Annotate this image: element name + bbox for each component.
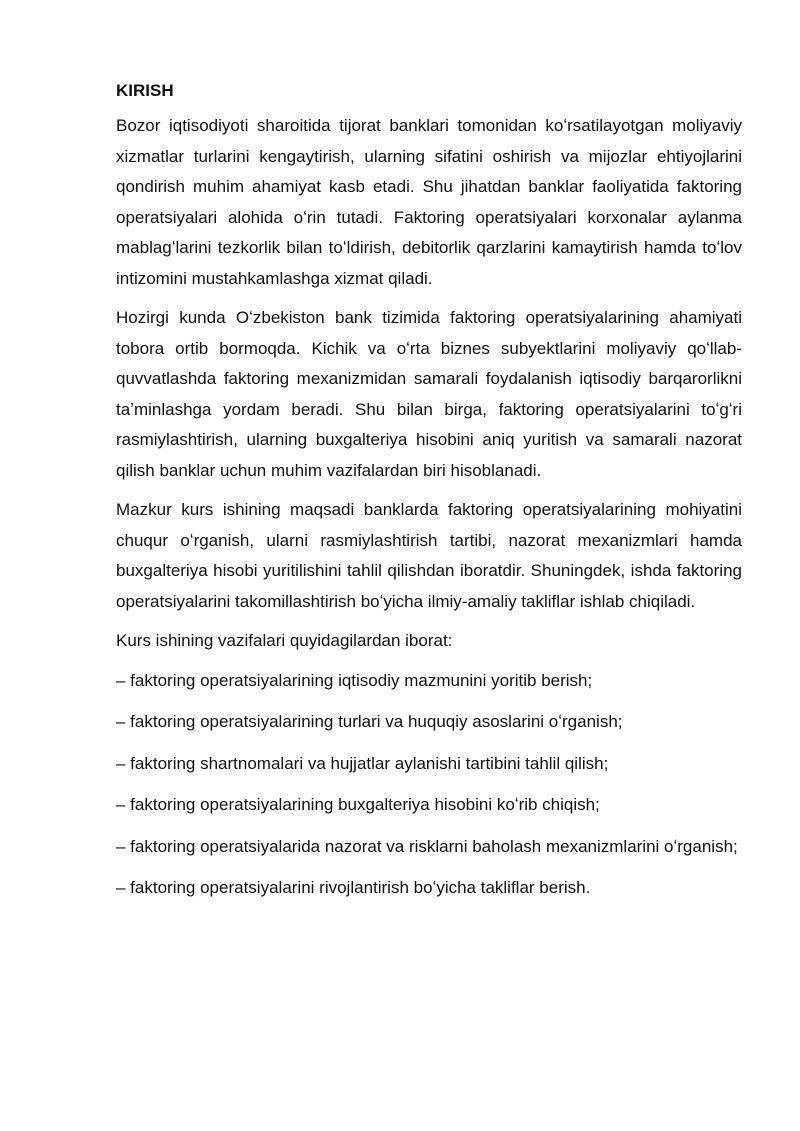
paragraph-intro: Bozor iqtisodiyoti sharoitida tijorat banklari tomonidan koʻrsatilayotgan moliyaviy xizmatlar turlarini kengaytirish, ularning sifatini oshirish va mijozlar ehtiyojlarini qondirish muhim ahamiyat kasb etadi. Shu jihatdan banklar faoliyatida faktoring operatsiyalari alohida oʻrin tutadi. Faktoring operatsiyalari korxonalar aylanma mablagʻlarini tezkorlik bilan toʻldirish, debitorlik qarzlarini kamaytirish hamda toʻlov intizomini mustahkamlashga xizmat qiladi. bbox=[116, 116, 742, 288]
task-item: – faktoring operatsiyalarini rivojlantirish boʻyicha takliflar berish. bbox=[116, 878, 591, 897]
document-page bbox=[116, 76, 742, 915]
paragraph-goal: Mazkur kurs ishining maqsadi banklarda faktoring operatsiyalarining mohiyatini chuqur oʻrganish, ularni rasmiylashtirish tartibi, nazorat mexanizmlari hamda buxgalteriya hisobi yuritilishini tahlil qilishdan iboratdir. Shuningdek, ishda faktoring operatsiyalarini takomillashtirish boʻyicha ilmiy-amaliy takliflar ishlab chiqiladi. bbox=[116, 500, 742, 611]
task-item: – faktoring operatsiyalarida nazorat va risklarni baholash mexanizmlarini oʻrganish; bbox=[116, 836, 738, 856]
task-item: – faktoring operatsiyalarining buxgalteriya hisobini koʻrib chiqish; bbox=[116, 795, 600, 814]
paragraph-relevance: Hozirgi kunda Oʻzbekiston bank tizimida faktoring operatsiyalarining ahamiyati tobora ortib bormoqda. Kichik va oʻrta biznes subyektlarini moliyaviy qoʻllab-quvvatlashda faktoring mexanizmidan samarali foydalanish iqtisodiy barqarorlikni taʼminlashga yordam beradi. Shu bilan birga, faktoring operatsiyalarini toʻgʻri rasmiylashtirish, ularning buxgalteriya hisobini aniq yuritish va samarali nazorat qilish banklar uchun muhim vazifalardan biri hisoblanadi. bbox=[116, 308, 742, 480]
task-item: – faktoring operatsiyalarining turlari va huquqiy asoslarini oʻrganish; bbox=[116, 712, 623, 731]
task-item: – faktoring shartnomalari va hujjatlar aylanishi tartibini tahlil qilish; bbox=[116, 753, 609, 773]
paragraph-tasks-heading: Kurs ishining vazifalari quyidagilardan iborat: bbox=[116, 631, 453, 650]
section-title: KIRISH bbox=[116, 81, 174, 100]
task-item: – faktoring operatsiyalarining iqtisodiy mazmunini yoritib berish; bbox=[116, 670, 593, 690]
